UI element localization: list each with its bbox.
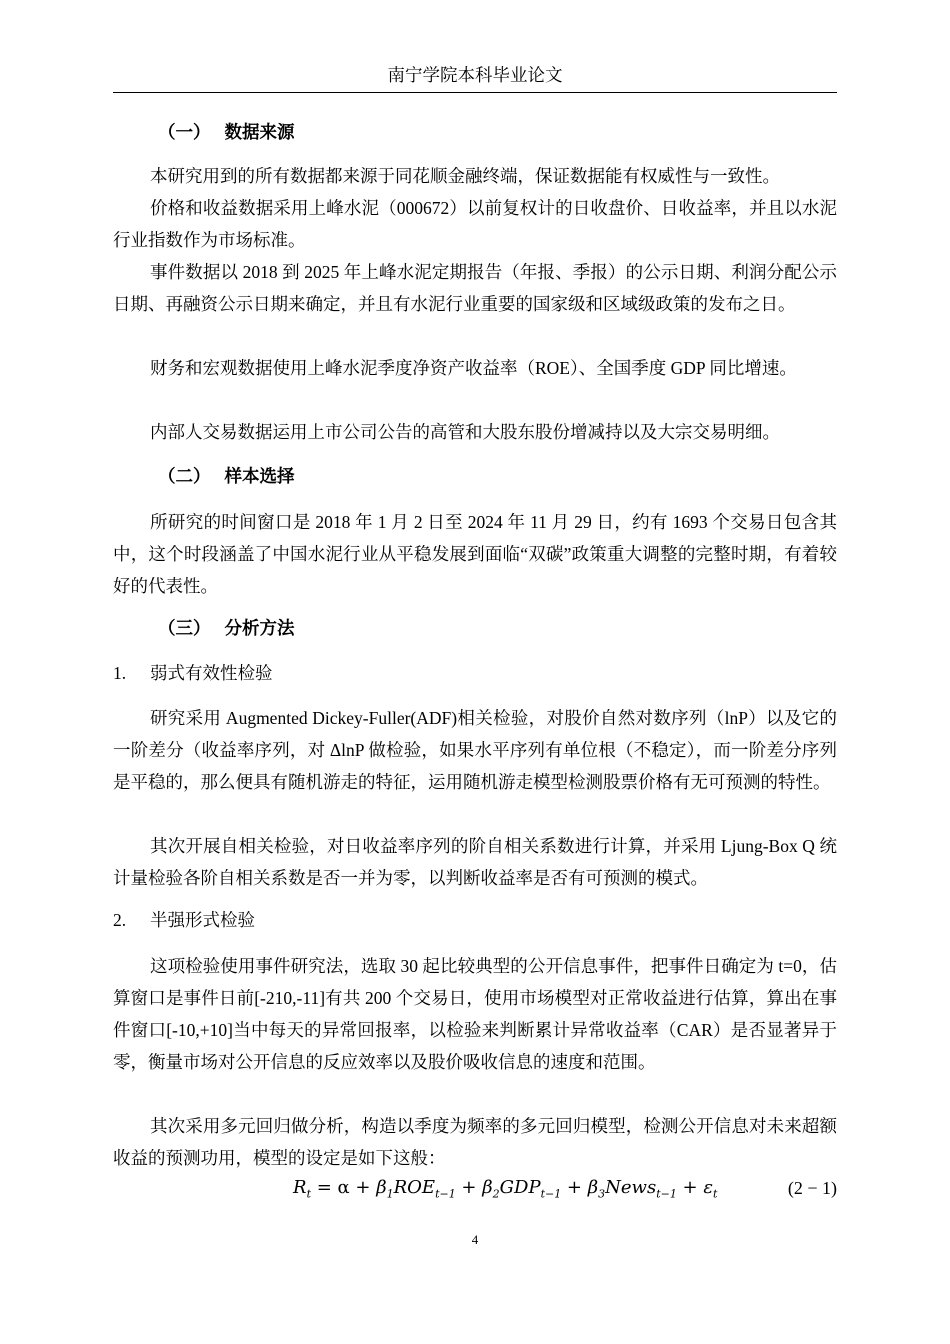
section-number: （三） — [158, 618, 211, 638]
subsection-title: 弱式有效性检验 — [150, 663, 273, 683]
paragraph: 价格和收益数据采用上峰水泥（000672）以前复权计的日收盘价、日收益率，并且以水泥行业指数作为市场标准。 — [113, 198, 837, 250]
paragraph: 其次开展自相关检验，对日收益率序列的阶自相关系数进行计算，并采用 Ljung-Box Q 统计量检验各阶自相关系数是否一并为零，以判断收益率是否有可预测的模式。 — [113, 836, 837, 888]
subsection-number: 2. — [113, 910, 127, 930]
section-heading-data-source — [113, 116, 882, 148]
paragraph: 其次采用多元回归做分析，构造以季度为频率的多元回归模型，检测公开信息对未来超额收益的预测功用，模型的设定是如下这般： — [113, 1116, 837, 1168]
paragraph: 事件数据以 2018 到 2025 年上峰水泥定期报告（年报、季报）的公示日期、利润分配公示日期、再融资公示日期来确定，并且有水泥行业重要的国家级和区域级政策的发布之日。 — [113, 262, 837, 314]
subsection-title: 半强形式检验 — [150, 910, 255, 930]
section-title: 数据来源 — [224, 122, 295, 142]
running-header: 南宁学院本科毕业论文 — [387, 65, 563, 85]
equation-number: (2 − 1) — [787, 1178, 837, 1198]
subsection-heading-semi-strong — [113, 904, 837, 936]
paragraph: 所研究的时间窗口是 2018 年 1 月 2 日至 2024 年 11 月 29 日，约有 1693 个交易日包含其中，这个时段涵盖了中国水泥行业从平稳发展到面临“双碳”政策重大调整的完整时期，有着较好的代表性。 — [113, 512, 837, 596]
paragraph: 内部人交易数据运用上市公司公告的高管和大股东股份增减持以及大宗交易明细。 — [150, 422, 780, 442]
section-number: （二） — [158, 466, 211, 486]
subsection-number: 1. — [113, 663, 127, 683]
paragraph: 这项检验使用事件研究法，选取 30 起比较典型的公开信息事件，把事件日确定为 t=0，估算窗口是事件日前[-210,-11]有共 200 个交易日，使用市场模型对正常收益进行估算，算出在事件窗口[-10,+10]当中每天的异常回报率，以检验来判断累计异常收益率（CAR）是否显著异于零，衡量市场对公开信息的反应效率以及股价吸收信息的速度和范围。 — [113, 956, 837, 1072]
paragraph: 财务和宏观数据使用上峰水泥季度净资产收益率（ROE）、全国季度 GDP 同比增速。 — [150, 358, 797, 378]
subsection-heading-weak-form — [113, 657, 837, 689]
equation-body: $R_t = \alpha + \beta_1ROE_{t-1} + \beta_2GDP_{t-1}$ + $\beta_3News_{t-1} + \varepsilon_t$ — [293, 1177, 718, 1201]
section-number: （一） — [158, 122, 211, 142]
section-heading-analysis-method — [113, 612, 882, 644]
paragraph: 研究采用 Augmented Dickey-Fuller(ADF)相关检验，对股价自然对数序列（lnP）以及它的一阶差分（收益率序列，对 ΔlnP 做检验，如果水平序列有单位根（不稳定），而一阶差分序列是平稳的，那么便具有随机游走的特征，运用随机游走模型检测股票价格有无可预测的特性。 — [113, 708, 837, 792]
section-title: 样本选择 — [224, 466, 295, 486]
section-heading-sample-selection — [113, 460, 882, 492]
section-title: 分析方法 — [224, 618, 295, 638]
header-rule — [113, 92, 837, 93]
page-number: 4 — [471, 1232, 479, 1247]
paragraph: 本研究用到的所有数据都来源于同花顺金融终端，保证数据能有权威性与一致性。 — [150, 166, 780, 186]
